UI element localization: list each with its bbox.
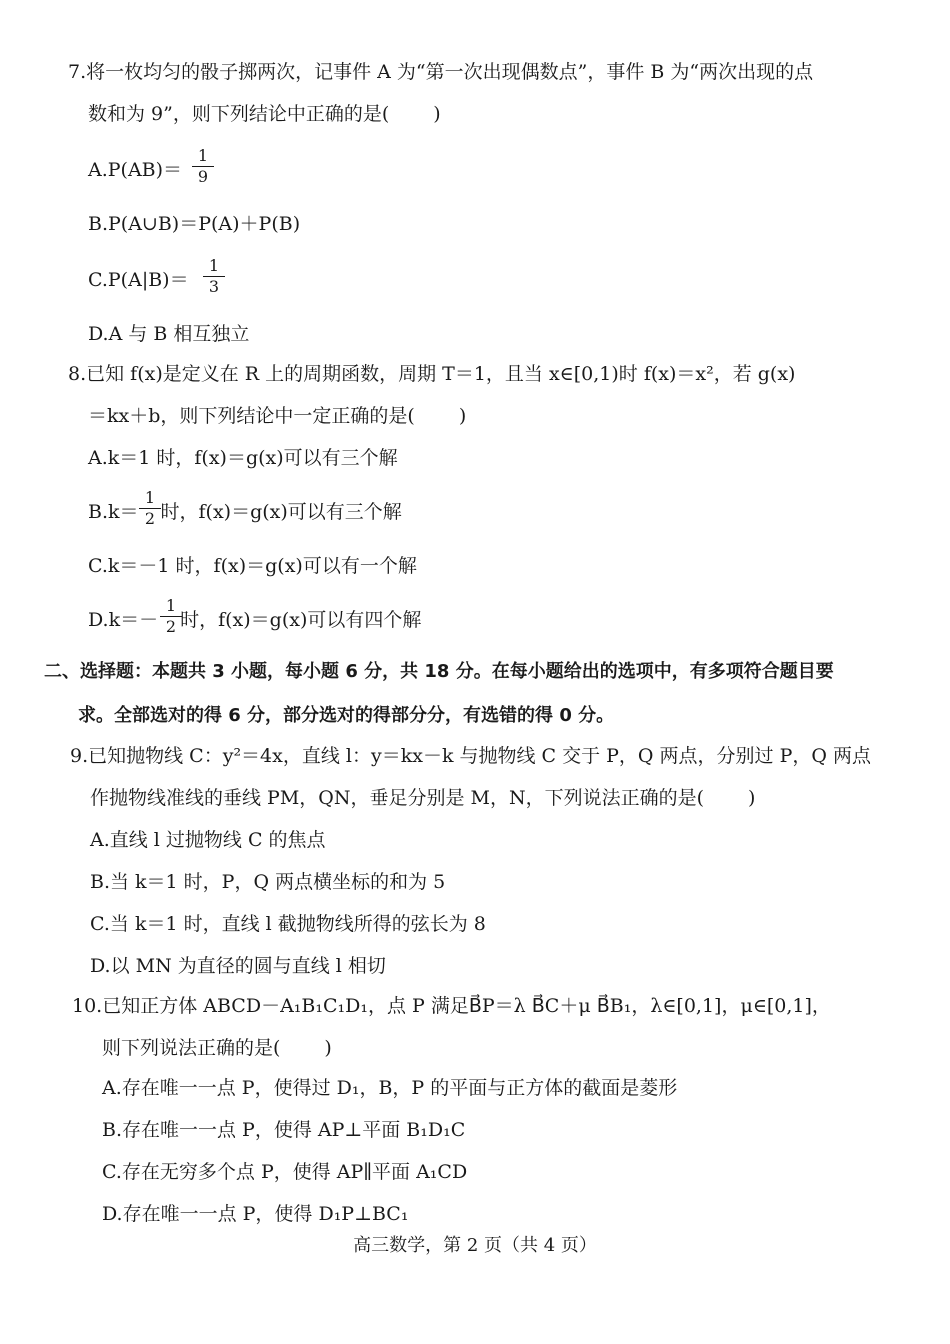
q7-option-b: B.P(A∪B)＝P(A)＋P(B) — [88, 213, 301, 235]
q8-paren-close: ) — [458, 405, 467, 427]
q8-stem-line2 — [88, 404, 466, 428]
fraction-numerator: 1 — [144, 488, 156, 507]
q8-option-d — [88, 608, 421, 632]
q9-paren-close: ) — [748, 787, 756, 809]
q9-stem-line1: 9.已知抛物线 C：y²＝4x，直线 l：y＝kx－k 与抛物线 C 交于 P，Q 两点，分别过 P，Q 两点 — [70, 745, 871, 767]
q7-option-a-text: A.P(AB)＝ — [88, 159, 183, 181]
q10-stem-line2 — [102, 1036, 332, 1060]
q8-option-b — [88, 500, 402, 524]
q10-option-d: D.存在唯一一点 P，使得 D₁P⊥BC₁ — [102, 1203, 409, 1225]
q8-option-b-fraction — [139, 488, 161, 529]
fraction-denominator: 2 — [139, 508, 161, 529]
q10-option-c: C.存在无穷多个点 P，使得 AP∥平面 A₁CD — [102, 1161, 468, 1183]
q8-option-d-fraction — [160, 596, 182, 637]
q9-stem-line2 — [90, 786, 755, 810]
q10-paren-close: ) — [324, 1037, 332, 1059]
q10-option-b: B.存在唯一一点 P，使得 AP⊥平面 B₁D₁C — [102, 1119, 466, 1141]
q10-stem-line1: 10.已知正方体 ABCD－A₁B₁C₁D₁，点 P 满足B⃗P＝λ B⃗C＋μ B⃗B₁，λ∈[0,1]，μ∈[0,1]， — [72, 995, 831, 1017]
q7-option-d: D.A 与 B 相互独立 — [88, 323, 250, 345]
q10-stem-text: 则下列说法正确的是( — [102, 1037, 281, 1059]
q7-option-c-fraction — [203, 256, 225, 297]
fraction-denominator: 9 — [192, 166, 214, 187]
fraction-numerator: 1 — [165, 596, 177, 615]
fraction-numerator: 1 — [208, 256, 220, 275]
fraction-denominator: 3 — [203, 276, 225, 297]
q9-option-d: D.以 MN 为直径的圆与直线 l 相切 — [90, 955, 386, 977]
q9-stem-text: 作抛物线准线的垂线 PM，QN，垂足分别是 M，N，下列说法正确的是( — [90, 787, 705, 809]
q9-option-a: A.直线 l 过抛物线 C 的焦点 — [90, 829, 326, 851]
q8-option-d-post: 时，f(x)＝g(x)可以有四个解 — [180, 609, 422, 631]
q8-option-d-pre: D.k＝－ — [88, 609, 159, 631]
q8-option-b-pre: B.k＝ — [88, 501, 139, 523]
q10-option-a: A.存在唯一一点 P，使得过 D₁，B，P 的平面与正方体的截面是菱形 — [102, 1077, 678, 1099]
q8-stem-text: ＝kx＋b，则下列结论中一定正确的是( — [88, 405, 415, 427]
page-footer: 高三数学，第 2 页（共 4 页） — [353, 1235, 597, 1256]
q7-option-a-fraction — [192, 146, 214, 187]
q7-option-a — [88, 158, 182, 182]
q8-option-b-post: 时，f(x)＝g(x)可以有三个解 — [160, 501, 402, 523]
q9-option-b: B.当 k＝1 时，P，Q 两点横坐标的和为 5 — [90, 871, 446, 893]
q8-option-c: C.k＝－1 时，f(x)＝g(x)可以有一个解 — [88, 555, 417, 577]
q7-option-c — [88, 268, 189, 292]
q8-option-a: A.k＝1 时，f(x)＝g(x)可以有三个解 — [88, 447, 398, 469]
q9-option-c: C.当 k＝1 时，直线 l 截抛物线所得的弦长为 8 — [90, 913, 486, 935]
fraction-denominator: 2 — [160, 616, 182, 637]
q7-paren-close: ) — [433, 103, 441, 125]
q8-stem-line1: 8.已知 f(x)是定义在 R 上的周期函数，周期 T＝1，且当 x∈[0,1)时 f(x)＝x²，若 g(x) — [68, 363, 796, 385]
q7-stem-line2 — [88, 102, 441, 126]
fraction-numerator: 1 — [197, 146, 209, 165]
section2-heading-line2: 求。全部选对的得 6 分，部分选对的得部分分，有选错的得 0 分。 — [78, 705, 615, 726]
q7-stem-text: 数和为 9”，则下列结论中正确的是( — [88, 103, 390, 125]
section2-heading-line1: 二、选择题：本题共 3 小题，每小题 6 分，共 18 分。在每小题给出的选项中，有多项符合题目要 — [44, 661, 834, 682]
q7-stem-line1: 7.将一枚均匀的骰子掷两次，记事件 A 为“第一次出现偶数点”，事件 B 为“两次出现的点 — [68, 61, 814, 83]
q7-option-c-text: C.P(A|B)＝ — [88, 269, 189, 291]
